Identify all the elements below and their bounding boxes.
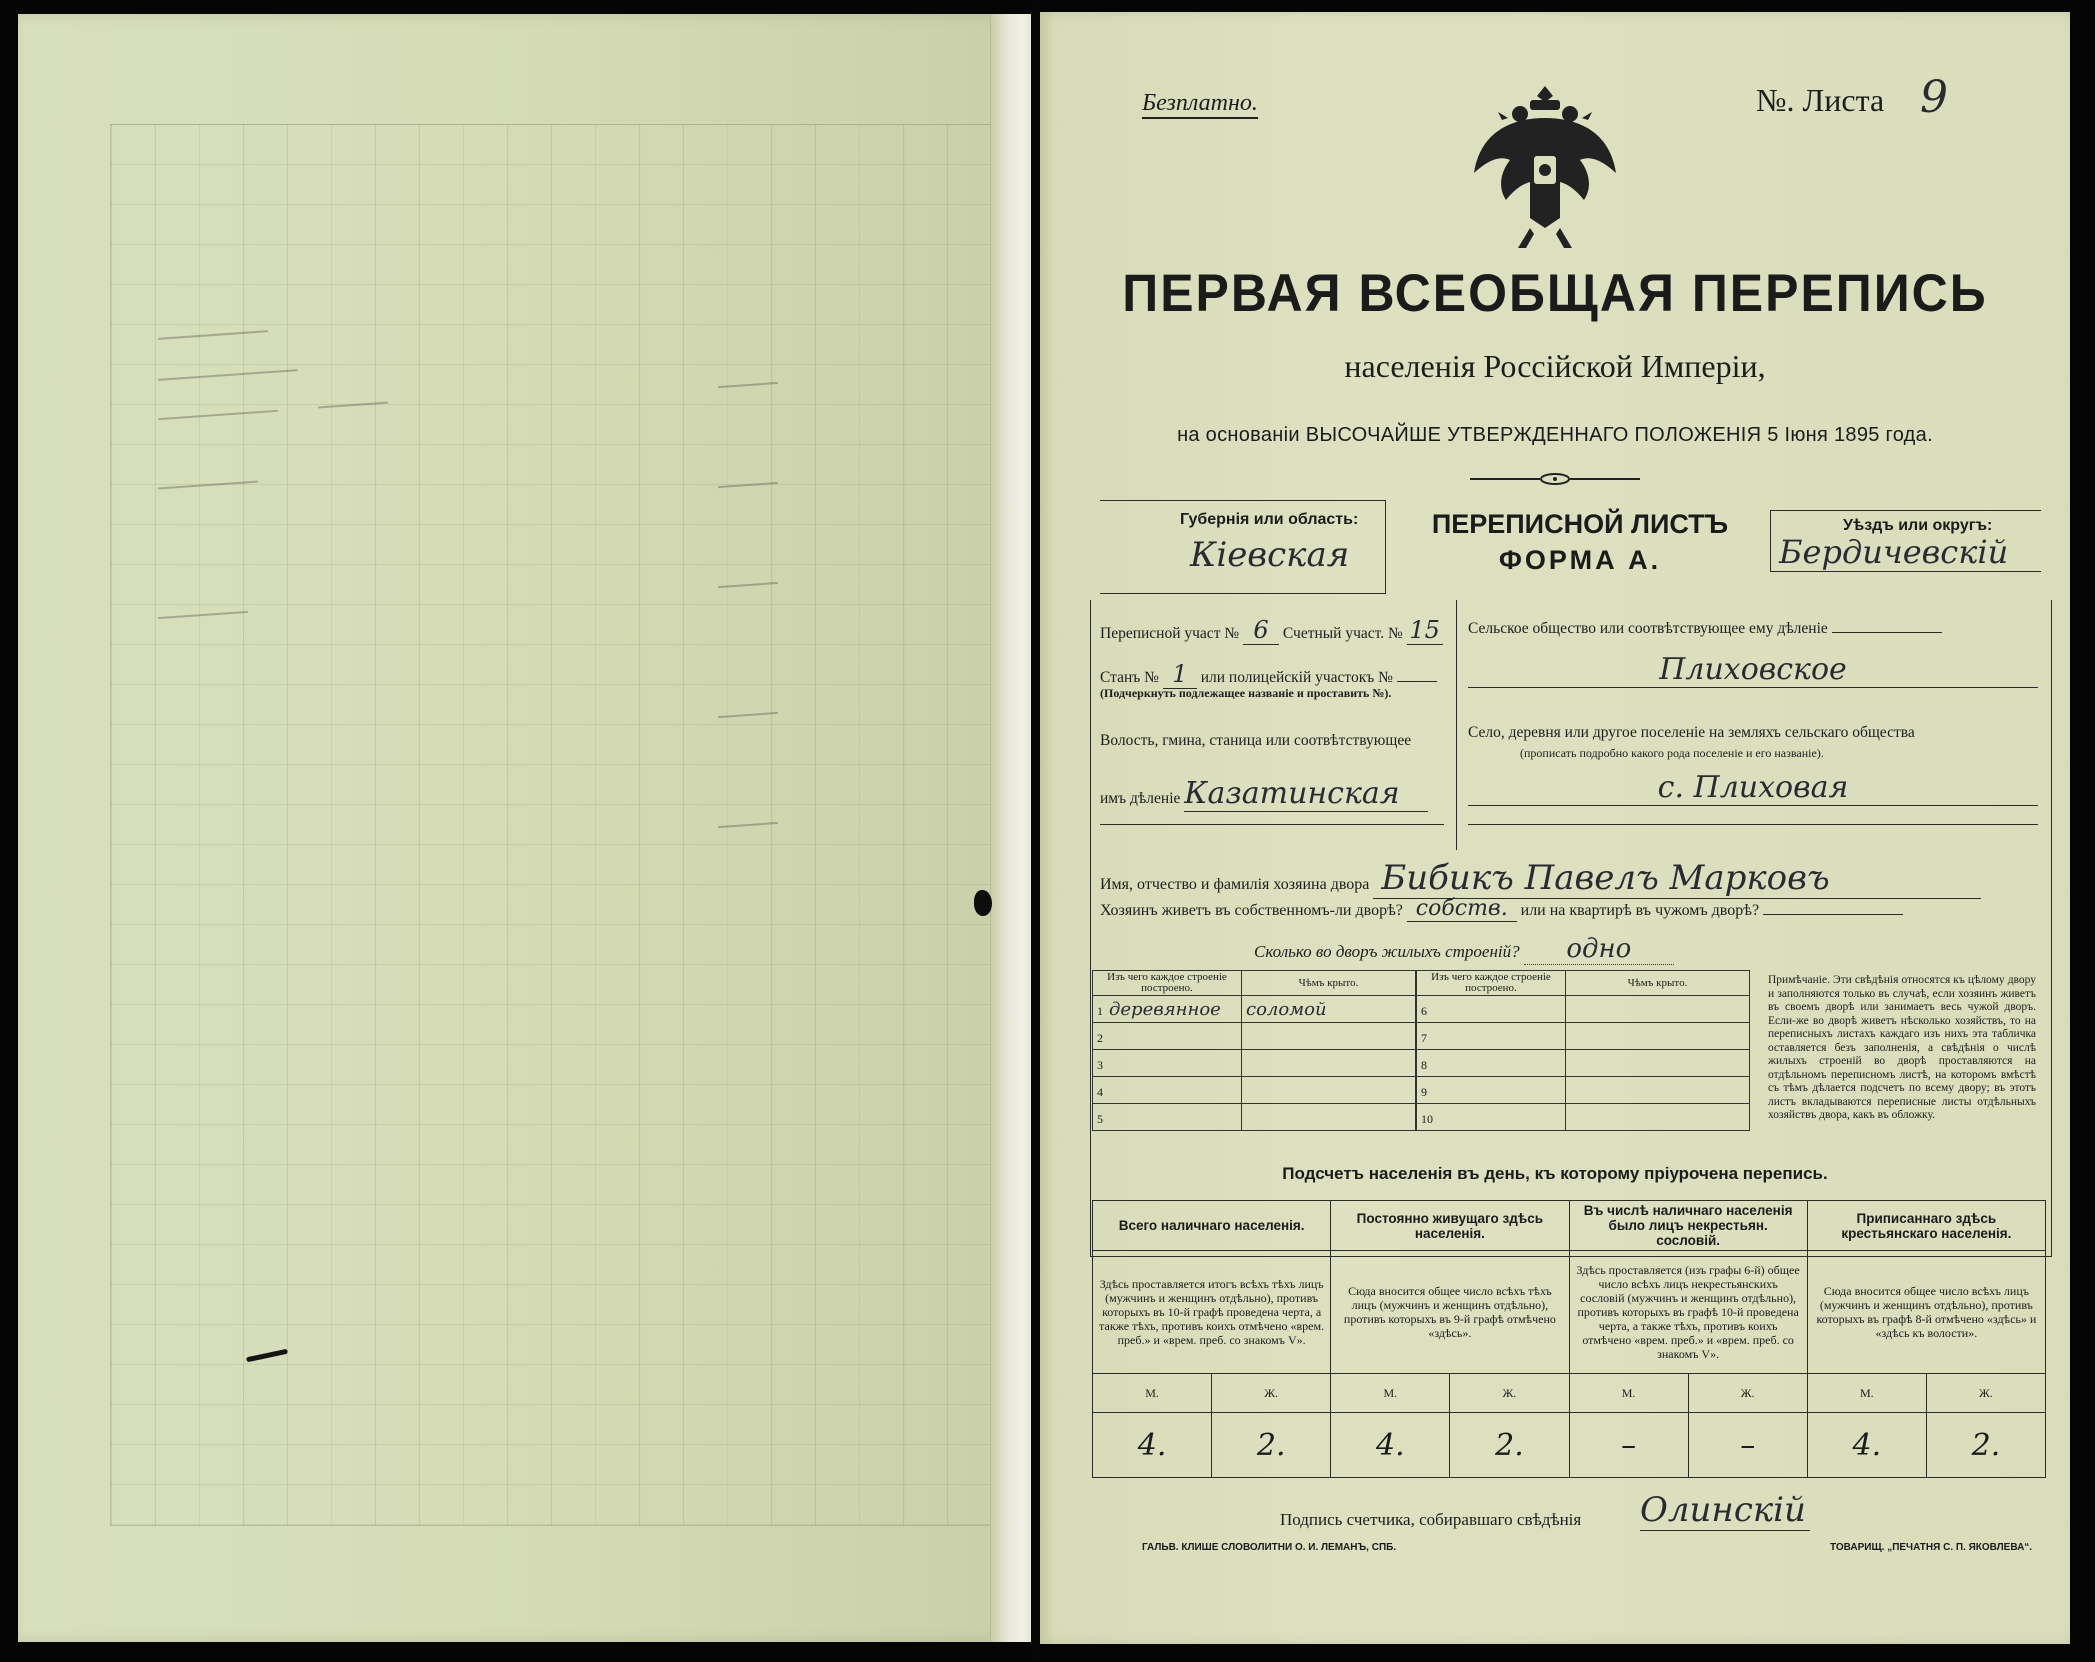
count-district-value: 15 [1407,616,1443,645]
female-count: – [1688,1413,1807,1478]
gubernia-box [1100,500,1386,594]
building-material-cell [1417,1023,1566,1050]
building-number: 4 [1097,1084,1103,1099]
buildings-value: одно [1524,934,1674,965]
building-material: деревянное [1109,998,1221,1020]
society-row [1468,620,1942,638]
page-gap [1031,0,1040,1662]
census-district-row [1100,616,1443,645]
building-row [1417,1050,1750,1077]
volost-label: Волость, гмина, станица или соотвѣтствующее [1100,732,1412,749]
village-value: с. Плиховая [1468,770,2038,806]
count-column-header: Постоянно живущаго здѣсь населенія. [1331,1201,1569,1251]
female-count: 2. [1926,1413,2045,1478]
village-note: (прописать подробно какого рода поселеніе и его названіе). [1520,746,1824,760]
count-column-header: Въ числѣ наличнаго населенія было лицъ некрестьян. сословій. [1569,1201,1807,1251]
own-yard-value: собств. [1407,896,1517,922]
building-roof [1242,1023,1416,1050]
imperial-eagle-emblem [1470,78,1620,258]
owner-label: Имя, отчество и фамилія хозяина двора [1100,876,1370,893]
building-roof [1566,996,1750,1023]
volost-row [1100,776,1428,812]
volost-value: Казатинская [1184,776,1428,812]
buildings-table-left [1092,970,1416,1131]
stan-value: 1 [1163,660,1197,689]
census-district-label: Переписной участ № [1100,625,1240,642]
male-label: М. [1569,1374,1688,1413]
building-roof [1242,1077,1416,1104]
building-material-cell [1093,1023,1242,1050]
stan-row [1100,660,1437,689]
uezd-box [1770,510,2041,572]
female-count: 2. [1450,1413,1569,1478]
male-count: – [1569,1413,1688,1478]
free-label: Безплатно. [1142,90,1258,119]
building-roof [1566,1104,1750,1131]
buildings-label: Сколько во дворъ жилыхъ строеній? [1254,942,1520,961]
building-row [1417,1077,1750,1104]
sheet-number-label: №. Листа [1756,82,1885,118]
society-label: Сельское общество или соотвѣтствующее ему дѣленіе [1468,620,1828,637]
census-form-page [1040,12,2070,1644]
legal-basis: на основаніи ВЫСОЧАЙШЕ УТВЕРЖДЕННАГО ПОЛОЖЕНІЯ 5 Іюня 1895 года. [1177,424,1933,446]
building-roof [1242,1050,1416,1077]
count-district-label: Счетный участ. № [1282,625,1403,642]
count-title: Подсчетъ населенія въ день, къ которому пріурочена перепись. [1282,1164,1828,1183]
building-material-cell [1417,1104,1566,1131]
building-row [1093,996,1416,1023]
signature-label: Подпись счетчика, собиравшаго свѣдѣнія [1280,1510,1582,1529]
material-header: Изъ чего каждое строеніе построено. [1417,971,1566,996]
building-row [1093,1077,1416,1104]
female-label: Ж. [1688,1374,1807,1413]
volost-extra-line [1100,824,1444,825]
note-text: Примѣчаніе. Эти свѣдѣнія относятся къ цѣлому двору и заполняются только въ случаѣ, если хозяинъ живетъ въ своемъ дворѣ или занимаетъ весь чужой дворъ. Если-же во дворѣ живетъ нѣсколько хозяйствъ, то на переписныхъ листахъ каждаго изъ нихъ эта табличка оставляется безъ заполненія, а свѣдѣнія о числѣ жилыхъ строеній во дворѣ проставляются на отдѣльномъ переписномъ листѣ, на которомъ вмѣстѣ съ тѣмъ дѣлается подсчетъ по всему двору; въ этотъ листъ вкладываются переписные листы отдѣльныхъ хозяйствъ двора, какъ въ обложку. [1768,974,2036,1121]
building-material-cell [1093,1050,1242,1077]
female-label: Ж. [1926,1374,2045,1413]
building-material-cell [1417,996,1566,1023]
village-extra-line [1468,824,2038,825]
frame-divider [1456,600,1457,850]
building-material-cell [1417,1050,1566,1077]
building-roof [1566,1077,1750,1104]
building-material-cell [1093,996,1242,1023]
count-column-desc: Здѣсь проставляется итогъ всѣхъ тѣхъ лицъ (мужчинъ и женщинъ отдѣльно), противъ которыхъ въ 10-й графѣ проведена черта, а также тѣхъ, противъ коихъ отмѣчено «врем. преб.» и «врем. преб. со знакомъ V». [1093,1251,1331,1374]
count-column-desc: Сюда вносится общее число всѣхъ тѣхъ лицъ (мужчинъ и женщинъ отдѣльно), противъ которыхъ въ 9-й графѣ отмѣчено «здѣсь». [1331,1251,1569,1374]
owner-value: Бибикъ Павелъ Марковъ [1373,858,1981,899]
underline-note: (Подчеркнуть подлежащее названіе и проставить №). [1100,686,1392,700]
building-number: 3 [1097,1057,1103,1072]
building-number: 2 [1097,1030,1103,1045]
building-row [1093,1023,1416,1050]
census-district-value: 6 [1243,616,1279,645]
residence-row [1100,896,1903,922]
own-yard-label: Хозяинъ живетъ въ собственномъ-ли дворѣ? [1100,902,1403,919]
female-count: 2. [1212,1413,1331,1478]
building-row [1417,996,1750,1023]
list-title-line1: ПЕРЕПИСНОЙ ЛИСТЪ [1431,509,1729,539]
list-title [1400,506,1760,578]
male-count: 4. [1093,1413,1212,1478]
roof-header: Чѣмъ крыто. [1566,971,1750,996]
building-row [1093,1104,1416,1131]
form-title: ПЕРВАЯ ВСЕОБЩАЯ ПЕРЕПИСЬ [1122,263,1988,323]
police-label: или полицейскій участокъ № [1200,669,1393,686]
stan-label: Станъ № [1100,669,1159,686]
imprint-right: ТОВАРИЩ. „ПЕЧАТНЯ С. П. ЯКОВЛЕВА“. [1830,1542,2033,1553]
building-roof [1566,1023,1750,1050]
police-blank [1397,681,1437,682]
list-title-line2: ФОРМА А. [1498,545,1662,575]
building-roof [1242,1104,1416,1131]
uezd-value: Бердичевскій [1779,533,2009,571]
material-header: Изъ чего каждое строеніе построено. [1093,971,1242,996]
male-label: М. [1807,1374,1926,1413]
sheet-number-value: 9 [1920,72,1948,123]
volost-label2: имъ дѣленіе [1100,790,1181,807]
male-label: М. [1331,1374,1450,1413]
signature-value: Олинскій [1640,1490,1810,1531]
building-row [1093,1050,1416,1077]
count-column-desc: Здѣсь проставляется (изъ графы 6-й) общее число всѣхъ лицъ некрестьянскихъ сословій (мужчинъ и женщинъ отдѣльно), противъ которыхъ въ графѣ 10-й проведена черта, а также тѣхъ, противъ коихъ отмѣчено «врем. преб.» и «врем. преб. со знакомъ V». [1569,1251,1807,1374]
ornament-divider [1470,472,1640,486]
buildings-table-right [1416,970,1750,1131]
building-material-cell [1093,1104,1242,1131]
building-material-cell [1417,1077,1566,1104]
male-count: 4. [1807,1413,1926,1478]
male-count: 4. [1331,1413,1450,1478]
ghost-grid [110,124,1012,1526]
building-number: 7 [1421,1030,1427,1045]
female-label: Ж. [1450,1374,1569,1413]
rented-label: или на квартирѣ въ чужомъ дворѣ? [1520,902,1760,919]
left-page [18,14,1031,1642]
building-row [1417,1104,1750,1131]
village-label: Село, деревня или другое поселеніе на земляхъ сельскаго общества [1468,724,1915,741]
form-subtitle: населенія Россійской Имперіи, [1344,348,1766,384]
roof-header: Чѣмъ крыто. [1242,971,1416,996]
female-label: Ж. [1212,1374,1331,1413]
building-material-cell [1093,1077,1242,1104]
gubernia-value: Кіевская [1190,535,1350,575]
male-label: М. [1093,1374,1212,1413]
uezd-label: Уѣздъ или округъ: [1843,517,1993,534]
building-roof: соломой [1242,996,1416,1023]
imprint-left: ГАЛЬВ. КЛИШЕ СЛОВОЛИТНИ О. И. ЛЕМАНЪ, СПБ. [1142,1542,1397,1553]
count-column-header: Всего наличнаго населенія. [1093,1201,1331,1251]
building-number: 5 [1097,1111,1103,1126]
society-blank [1832,632,1942,633]
population-count-table [1092,1200,2046,1478]
gubernia-label: Губернія или область: [1180,511,1359,528]
count-column-desc: Сюда вносится общее число всѣхъ лицъ (мужчинъ и женщинъ отдѣльно), противъ которыхъ въ графѣ 8-й отмѣчено «здѣсь» и «здѣсь къ волости». [1807,1251,2045,1374]
ink-blot [974,890,992,916]
buildings-row [1254,934,1674,965]
society-value: Плиховское [1468,652,2038,688]
count-column-header: Приписаннаго здѣсь крестьянскаго населенія. [1807,1201,2045,1251]
building-number: 8 [1421,1057,1427,1072]
building-row [1417,1023,1750,1050]
rented-blank [1763,914,1903,915]
building-number: 9 [1421,1084,1427,1099]
building-number: 10 [1421,1111,1433,1126]
owner-row [1100,858,1981,899]
building-number: 6 [1421,1003,1427,1018]
building-roof [1566,1050,1750,1077]
building-number: 1 [1097,1003,1103,1018]
